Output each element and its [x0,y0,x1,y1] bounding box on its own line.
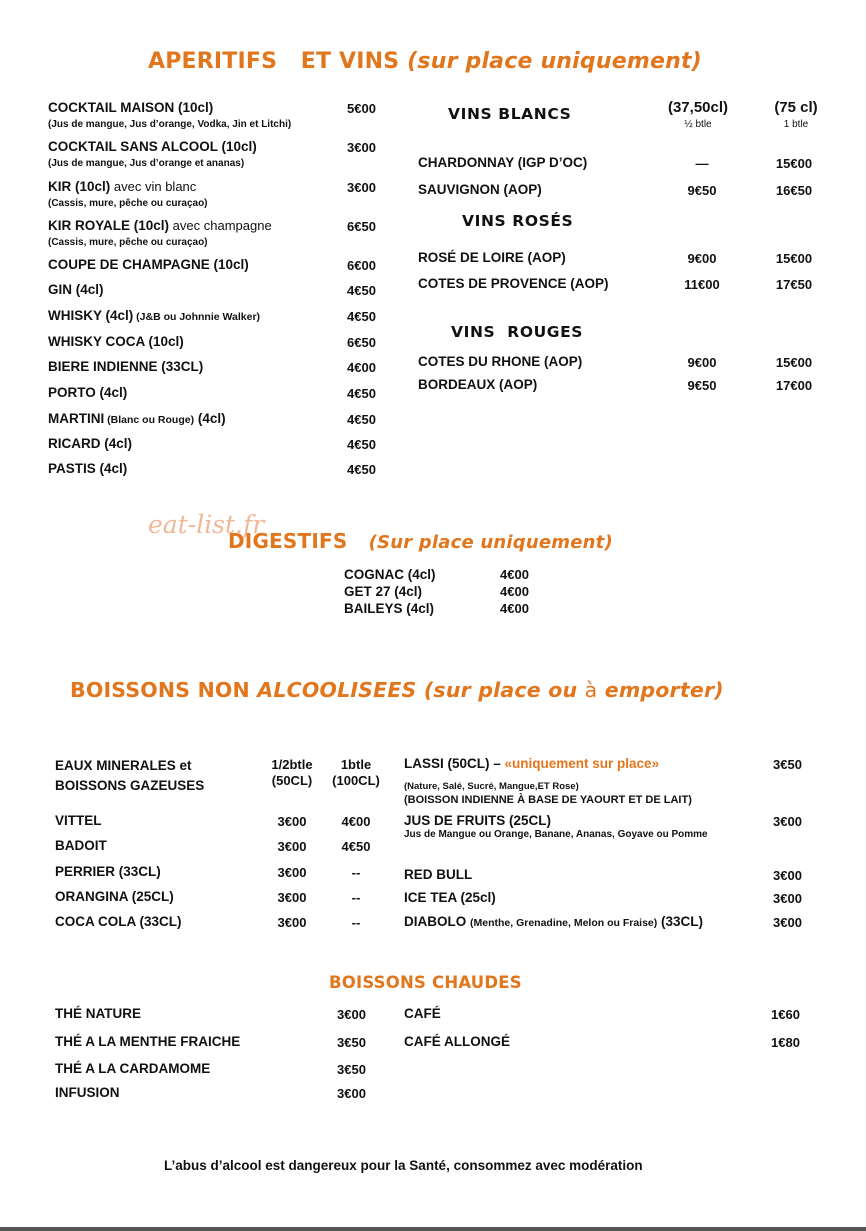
waters-full-header-2: (100CL) [332,773,380,788]
soft-drink-name: ICE TEA (25cl) [404,890,496,905]
aperitif-item [48,282,104,297]
wine-full-price: 15€00 [775,156,813,171]
wine-full-price: 16€50 [775,183,813,198]
hot-drink-price: 3€50 [337,1035,366,1050]
aperitif-name: RICARD (4cl) [48,436,133,451]
bottom-border [0,1227,866,1231]
wine-name: COTES DE PROVENCE (AOP) [418,276,609,291]
wine-half-subheader: ½ btle [684,119,712,130]
wine-half-price: 9€00 [687,355,717,370]
soft-drink-price: 3€00 [773,868,802,883]
aperitif-extra: avec vin blanc [110,179,197,194]
soft-drink-price: 3€00 [773,891,802,906]
digestif-name: GET 27 (4cl) [344,584,423,599]
aperitif-name: COCKTAIL SANS ALCOOL (10cl) [48,139,257,154]
aperitifs-title-main: APERITIFS ET VINS [148,49,400,74]
vins-rouges-title: VINS ROUGES [451,323,584,341]
water-full-price: -- [351,865,361,880]
water-half-price: 3€00 [277,890,307,905]
juice-sub: Jus de Mangue ou Orange, Banane, Ananas, Goyave ou Pomme [404,829,708,840]
wine-full-price: 15€00 [775,355,813,370]
aperitif-name: PORTO (4cl) [48,385,128,400]
aperitif-price: 5€00 [347,101,376,116]
wine-half-price: 9€50 [687,378,717,393]
waters-half-header-2: (50CL) [271,773,313,788]
juice-price: 3€00 [773,814,802,829]
juice-name: JUS DE FRUITS (25CL) [404,813,552,828]
aperitif-detail: (Jus de mangue, Jus d’orange et ananas) [48,158,245,169]
wine-name: SAUVIGNON (AOP) [418,182,542,197]
water-full-price: -- [351,890,361,905]
aperitifs-title-note: (sur place uniquement) [407,49,702,74]
soft-drinks-title [70,678,724,702]
aperitif-item [48,334,184,349]
digestif-price: 4€00 [500,601,529,616]
waters-half-header-1: 1/2btle [271,757,313,772]
soft-title-b: ALCOOLISEES [257,678,417,702]
aperitif-detail: (Cassis, mure, pêche ou curaçao) [48,198,208,209]
aperitif-item [48,385,127,400]
soft-drink-name: DIABOLO [404,914,470,929]
water-half-price: 3€00 [277,814,307,829]
aperitif-item [48,436,132,451]
aperitif-item [48,411,226,426]
lassi-name: LASSI (50CL) – [404,756,505,771]
wine-half-price: — [695,156,709,171]
lassi-price: 3€50 [773,757,802,772]
soft-drink-item [404,867,472,882]
lassi-note: «uniquement sur place» [504,756,660,771]
water-half-price: 3€00 [277,839,307,854]
water-name: COCA COLA (33CL) [55,914,182,929]
soft-drink-detail: (Menthe, Grenadine, Melon ou Fraise) [470,917,658,929]
wine-full-header: (75 cl) [774,99,818,116]
aperitif-tail: (4cl) [194,411,226,426]
aperitif-name: COCKTAIL MAISON (10cl) [48,100,214,115]
aperitif-item [48,179,196,194]
hot-drink-price: 3€50 [337,1062,366,1077]
aperitif-price: 4€00 [347,360,376,375]
soft-drink-item [404,914,703,929]
soft-title-c: (sur place ou [416,678,585,702]
hot-drink-price: 1€80 [771,1035,800,1050]
aperitif-name: GIN (4cl) [48,282,104,297]
water-name: ORANGINA (25CL) [55,889,174,904]
aperitif-extra: (J&B ou Johnnie Walker) [133,311,261,323]
digestif-name: COGNAC (4cl) [344,567,436,582]
wine-name: CHARDONNAY (IGP D’OC) [418,155,588,170]
hot-drink-name: THÉ A LA MENTHE FRAICHE [55,1034,241,1049]
aperitif-name: COUPE DE CHAMPAGNE (10cl) [48,257,249,272]
aperitif-item [48,257,249,272]
water-half-price: 3€00 [277,915,307,930]
digestif-name: BAILEYS (4cl) [344,601,435,616]
aperitif-name: WHISKY COCA (10cl) [48,334,184,349]
vins-blancs-title: VINS BLANCS [448,105,572,123]
aperitif-item [48,139,257,154]
wine-half-price: 9€00 [687,251,717,266]
soft-drink-price: 3€00 [773,915,802,930]
aperitif-price: 4€50 [347,437,376,452]
wine-full-subheader: 1 btle [783,119,809,130]
wine-full-price: 17€00 [775,378,813,393]
wine-half-header: (37,50cl) [667,99,729,116]
lassi-sub2: (BOISSON INDIENNE À BASE DE YAOURT ET DE LAIT) [404,794,692,806]
digestif-price: 4€00 [500,584,529,599]
aperitif-detail: (Cassis, mure, pêche ou curaçao) [48,237,208,248]
wine-name: COTES DU RHONE (AOP) [418,354,583,369]
aperitif-price: 4€50 [347,309,376,324]
aperitif-price: 3€00 [347,140,376,155]
wine-full-price: 17€50 [775,277,813,292]
hot-drink-name: CAFÉ ALLONGÉ [404,1034,510,1049]
soft-drink-item [404,890,496,905]
hot-drink-name: THÉ A LA CARDAMOME [55,1061,211,1076]
aperitif-extra: (Blanc ou Rouge) [104,414,195,426]
aperitif-price: 6€50 [347,335,376,350]
water-name: PERRIER (33CL) [55,864,161,879]
soft-title-d: à [584,678,598,702]
waters-title-line2: BOISSONS GAZEUSES [55,778,205,793]
lassi-sub1: (Nature, Salé, Sucré, Mangue,ET Rose) [404,781,579,792]
hot-drink-price: 3€00 [337,1007,366,1022]
aperitifs-title [148,49,702,74]
digestif-price: 4€00 [500,567,529,582]
digestifs-title [228,529,613,553]
watermark: eat-list.fr [148,510,265,539]
aperitif-price: 4€50 [347,462,376,477]
aperitif-name: WHISKY (4cl) [48,308,134,323]
aperitif-price: 4€50 [347,386,376,401]
water-full-price: 4€50 [341,839,371,854]
wine-name: ROSÉ DE LOIRE (AOP) [418,250,566,265]
aperitif-item [48,308,260,323]
waters-full-header-1: 1btle [340,757,372,772]
water-full-price: -- [351,915,361,930]
aperitif-item [48,359,203,374]
aperitif-name: KIR (10cl) [48,179,111,194]
hot-drink-price: 3€00 [337,1086,366,1101]
water-name: BADOIT [55,838,107,853]
aperitif-price: 3€00 [347,180,376,195]
aperitif-price: 6€50 [347,219,376,234]
digestifs-title-note: (Sur place uniquement) [368,532,613,553]
soft-title-e: emporter) [597,678,724,702]
aperitif-name: KIR ROYALE (10cl) [48,218,170,233]
soft-drink-tail: (33CL) [657,914,704,929]
wine-half-price: 9€50 [687,183,717,198]
digestifs-title-main: DIGESTIFS [228,529,348,553]
aperitif-price: 4€50 [347,412,376,427]
aperitif-extra: avec champagne [169,218,272,233]
wine-full-price: 15€00 [775,251,813,266]
hot-drink-name: CAFÉ [404,1006,441,1021]
wine-name: BORDEAUX (AOP) [418,377,538,392]
alcohol-warning: L’abus d’alcool est dangereux pour la Santé, consommez avec modération [164,1158,643,1173]
aperitif-name: BIERE INDIENNE (33CL) [48,359,204,374]
lassi-row [404,756,659,771]
soft-title-a: BOISSONS NON [70,678,258,702]
water-name: VITTEL [55,813,102,828]
aperitif-price: 6€00 [347,258,376,273]
hot-drink-price: 1€60 [771,1007,800,1022]
water-full-price: 4€00 [341,814,371,829]
aperitif-item [48,461,127,476]
hot-drinks-title: BOISSONS CHAUDES [329,973,522,992]
water-half-price: 3€00 [277,865,307,880]
aperitif-name: MARTINI [48,411,105,426]
aperitif-name: PASTIS (4cl) [48,461,128,476]
aperitif-item [48,218,272,233]
aperitif-price: 4€50 [347,283,376,298]
hot-drink-name: INFUSION [55,1085,120,1100]
aperitif-item [48,100,213,115]
waters-title-line1: EAUX MINERALES et [55,758,192,773]
vins-roses-title: VINS ROSÉS [462,212,574,230]
aperitif-detail: (Jus de mangue, Jus d’orange, Vodka, Jin et Litchi) [48,119,292,130]
soft-drink-name: RED BULL [404,867,473,882]
wine-half-price: 11€00 [684,277,720,292]
hot-drink-name: THÉ NATURE [55,1006,141,1021]
